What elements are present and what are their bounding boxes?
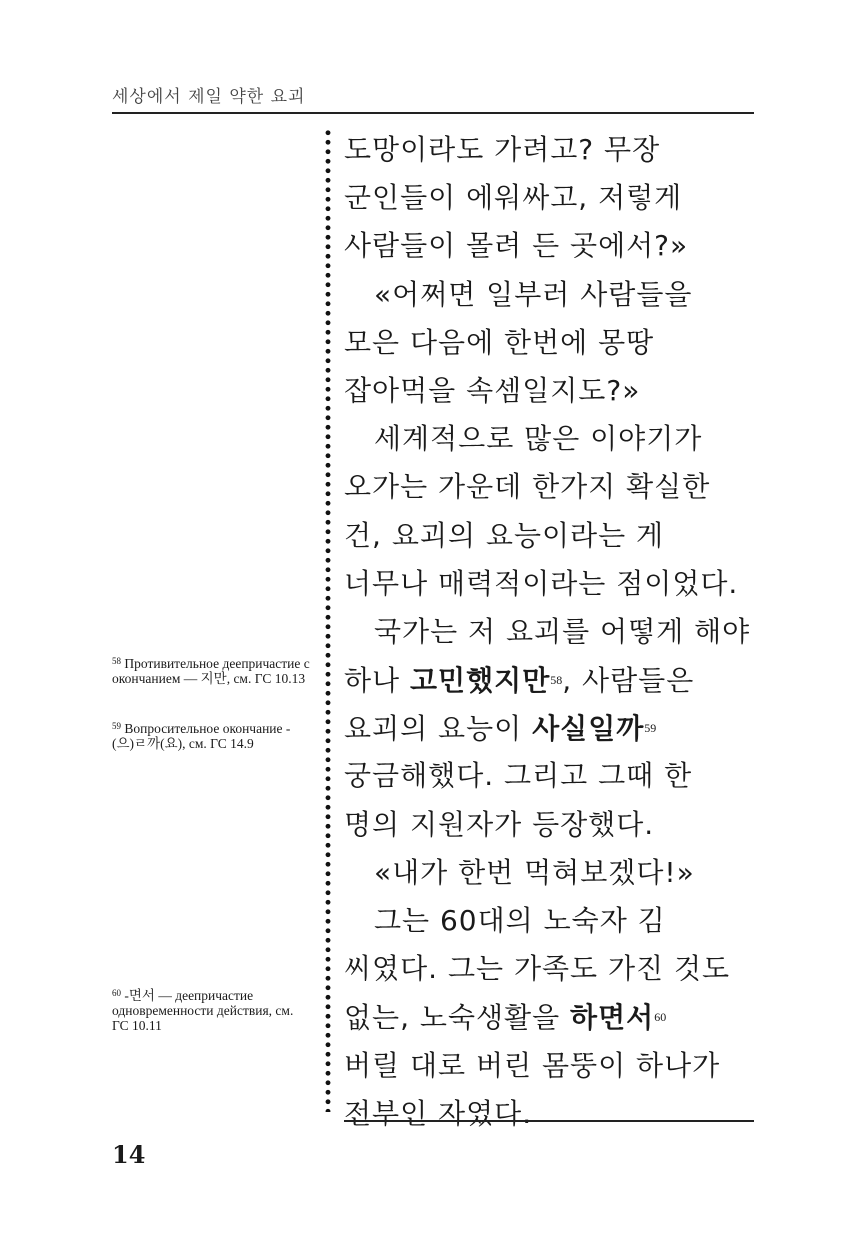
- text-line: 사람들이 몰려 든 곳에서?»: [344, 229, 689, 263]
- text-line: 그는 60대의 노숙자 김: [374, 904, 666, 937]
- text-line: 도망이라도 가려고? 무장: [344, 133, 661, 166]
- text-line: 건, 요괴의 요능이라는 게: [344, 518, 665, 552]
- text-line: «내가 한번 먹혀보겠다!»: [374, 855, 695, 889]
- text-line: 버릴 대로 버린 몸뚱이 하나가: [344, 1048, 721, 1082]
- footnote-60: [112, 986, 312, 1033]
- text-span: 하나: [344, 664, 410, 698]
- text-line: «어쩌면 일부러 사람들을: [374, 277, 693, 311]
- text-line: 잡아먹을 속셈일지도?»: [344, 373, 641, 407]
- footnote-text: -면서 — деепричастие одновременности действия, см. ГС 10.11: [112, 988, 294, 1033]
- glossed-word: 하면서: [570, 1001, 655, 1035]
- footnote-text: Вопросительное окончание -(으)ㄹ까(요), см. ГС 14.9: [112, 721, 291, 751]
- text-line: [344, 704, 764, 752]
- footnote-text: Противительное деепричастие с окончанием — 지만, см. ГС 10.13: [112, 656, 310, 686]
- footnote-number: 58: [112, 656, 121, 666]
- text-line: 군인들이 에워싸고, 저렇게: [344, 181, 683, 215]
- glossed-word: 고민했지만: [410, 664, 551, 698]
- page-number: 14: [112, 1140, 146, 1169]
- bottom-rule: [344, 1120, 754, 1122]
- footnote-number: 59: [112, 721, 121, 731]
- text-line: 국가는 저 요괴를 어떻게 해야: [374, 614, 751, 648]
- text-span: , 사람들은: [562, 664, 695, 698]
- text-span: 없는, 노숙생활을: [344, 1001, 571, 1035]
- running-header: 세상에서 제일 약한 요괴: [112, 87, 306, 107]
- text-line: 세계적으로 많은 이야기가: [374, 422, 703, 456]
- footnote-ref: 59: [644, 721, 657, 736]
- text-line: 명의 지원자가 등장했다.: [344, 807, 655, 841]
- footnote-number: 60: [112, 988, 121, 998]
- main-text: [344, 126, 764, 1138]
- text-line: 너무나 매력적이라는 점이었다.: [344, 566, 739, 600]
- text-line: 오가는 가운데 한가지 확실한: [344, 470, 711, 504]
- text-line: 전부인 자였다.: [344, 1096, 533, 1130]
- text-line: 궁금해했다. 그리고 그때 한: [344, 759, 693, 793]
- text-span: 요괴의 요능이: [344, 712, 533, 746]
- text-line: [344, 656, 764, 704]
- text-line: [344, 993, 764, 1041]
- footnote-58: [112, 654, 312, 686]
- footnote-ref: 60: [654, 1010, 667, 1025]
- dotted-divider: [325, 128, 331, 1112]
- header-rule: [112, 112, 754, 114]
- glossed-word: 사실일까: [532, 712, 645, 746]
- text-line: 모은 다음에 한번에 몽땅: [344, 325, 655, 359]
- footnote-59: [112, 719, 312, 751]
- footnote-ref: 58: [550, 673, 563, 688]
- text-line: 씨였다. 그는 가족도 가진 것도: [344, 952, 731, 986]
